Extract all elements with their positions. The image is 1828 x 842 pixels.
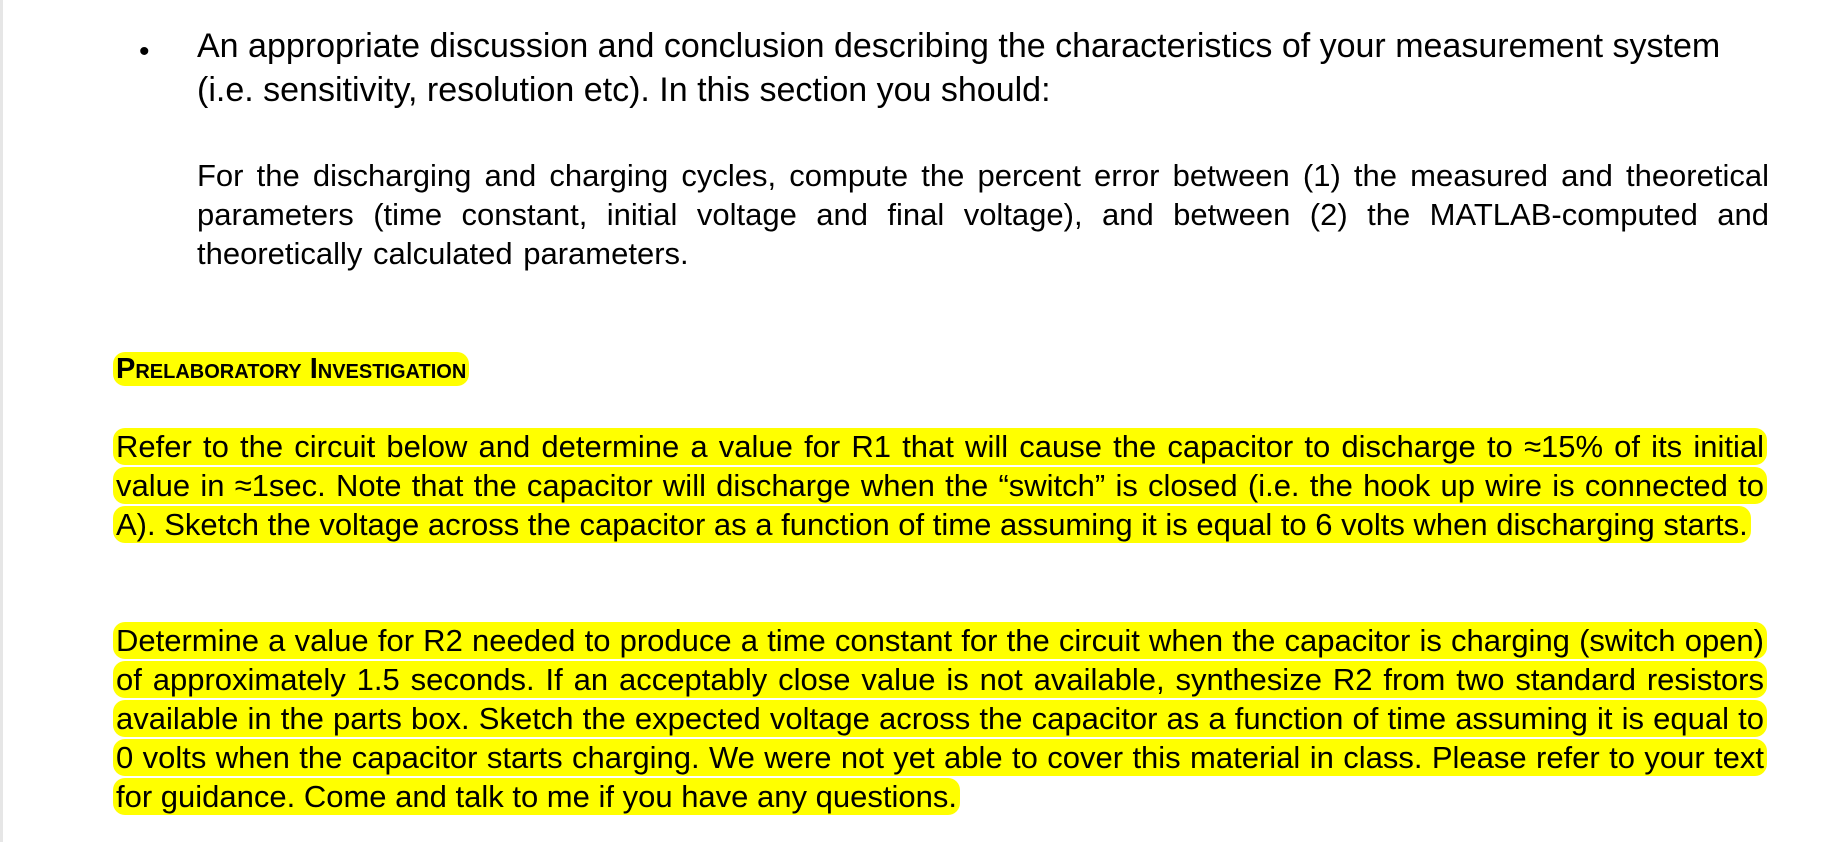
highlighted-text: Determine a value for R2 needed to produce a time constant for the circuit when the capacitor is charging (switch open) of approximately 1.5 seconds. If an acceptably close value is not available, synthesize R2 from two standard resistors available in the parts box. Sketch the expected voltage across the capacitor as a function of time assuming it is equal to 0 volts when the capacitor starts charging. We were not yet able to cover this material in class. Please refer to your text for guidance. Come and talk to me if you have any questions. (113, 622, 1767, 815)
bullet-marker: • (139, 35, 150, 68)
bullet-sub-paragraph: For the discharging and charging cycles, compute the percent error between (1) the measured and theoretical parameters (time constant, initial voltage and final voltage), and between (2) the MATLAB-computed and theoretically calculated parameters. (197, 158, 1769, 271)
highlighted-text: Refer to the circuit below and determine a value for R1 that will cause the capacitor to discharge to ≈15% of its initial value in ≈1sec. Note that the capacitor will discharge when the “switch” is closed (i.e. the hook up wire is connected to A). Sketch the voltage across the capacitor as a function of time assuming it is equal to 6 volts when discharging starts. (113, 428, 1767, 543)
bullet-text: An appropriate discussion and conclusion describing the characteristics of your measurement system (i.e. sensitivity, resolution etc). In this section you should: (197, 27, 1721, 109)
page-edge (0, 0, 3, 842)
section-heading-text: Prelaboratory Investigation (113, 352, 469, 386)
section-heading (113, 350, 469, 388)
paragraph-r2-charge (113, 621, 1767, 816)
paragraph-r1-discharge (113, 427, 1767, 544)
